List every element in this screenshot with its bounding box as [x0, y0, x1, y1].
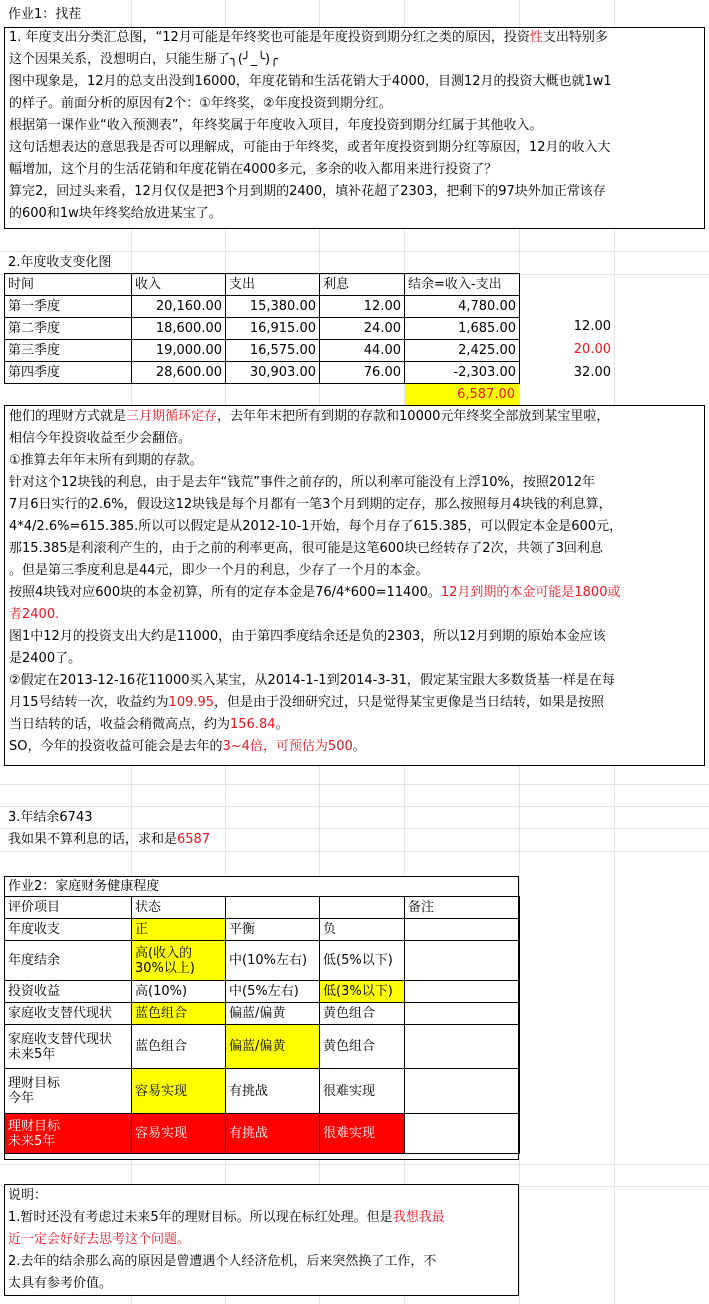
cell-interest: 12.00 — [320, 296, 405, 318]
table-row — [5, 941, 520, 981]
status-blue: 蓝色组合 — [132, 1025, 226, 1069]
section3-title: 3.年结余6743 — [8, 810, 93, 825]
status-high: 高(收入的 30%以上) — [132, 941, 226, 981]
cell-balance: 4,780.00 — [405, 296, 520, 318]
note-line: 太具有参考价值。 — [8, 1276, 113, 1291]
table-row — [5, 1114, 520, 1154]
status-hard: 很难实现 — [320, 1114, 405, 1154]
table-row — [5, 919, 520, 941]
status-positive: 正 — [132, 919, 226, 941]
status-high: 高(10%) — [132, 981, 226, 1003]
row-label: 家庭收支替代现状 — [5, 1003, 132, 1025]
cell-quarter: 第一季度 — [5, 296, 132, 318]
header-expense: 支出 — [226, 274, 320, 296]
cell-expense: 30,903.00 — [226, 362, 320, 384]
notes-title: 说明： — [8, 1188, 48, 1203]
analysis-line: 针对这个12块钱的利息，由于是去年“钱荒”事件之前存的，所以利率可能没有上浮10%，按照2012年 — [9, 475, 595, 490]
analysis-line: 按照4块钱对应600块的本金初算，所有的定存本金是76/4*600=11400。12月到期的本金可能是1800或 — [9, 585, 621, 600]
health-header-row — [5, 897, 520, 919]
table-row — [5, 340, 520, 362]
header-status-3 — [320, 897, 405, 919]
balance-total: 6,587.00 — [405, 384, 519, 406]
table-row — [5, 1003, 520, 1025]
notes-box — [4, 1184, 519, 1296]
cell-expense: 16,575.00 — [226, 340, 320, 362]
hw1-title: 作业1：找茬 — [8, 7, 82, 22]
status-mixed: 偏蓝/偏黄 — [226, 1003, 320, 1025]
note-line: 近一定会好好去思考这个问题。 — [8, 1232, 191, 1247]
cell-interest: 44.00 — [320, 340, 405, 362]
box1-line-7: 幅增加，这个月的生活花销和年度花销在4000多元，多余的收入都用来进行投资了？ — [9, 162, 498, 177]
cell-expense: 15,380.00 — [226, 296, 320, 318]
section3-sum-line: 我如果不算利息的话，求和是6587 — [8, 832, 211, 847]
box1-line-6: 这句话想表达的意思我是否可以理解成，可能由于年终奖，或者年度投资到期分红等原因，12月的收入大 — [9, 140, 611, 155]
analysis-line: SO，今年的投资收益可能会是去年的3~4倍，可预估为500。 — [9, 739, 366, 754]
analysis-line: 那15.385是利滚利产生的，由于之前的利率更高，很可能是这笔600块已经转存了2次，共领了3回利息 — [9, 541, 603, 556]
table-row — [5, 318, 520, 340]
row-note — [405, 981, 520, 1003]
note-line: 2.去年的结余那么高的原因是曾遭遇个人经济危机，后来突然换了工作，不 — [8, 1254, 437, 1269]
box1-line-2: 这个因果关系，没想明白，只能生掰了╮(╯_╰)╭ — [9, 52, 278, 67]
cell-balance: 2,425.00 — [405, 340, 520, 362]
header-item: 评价项目 — [5, 897, 132, 919]
side-value-q2: 12.00 — [573, 319, 611, 334]
status-challenging: 有挑战 — [226, 1069, 320, 1114]
row-note — [405, 1025, 520, 1069]
box1-line-3: 图中现象是，12月的总支出没到16000，年度花销和生活花销大于4000，目测12月的投资大概也就1w1 — [9, 74, 612, 89]
analysis-line: ②假定在2013-12-16花11000买入某宝，从2014-1-1到2014-3-31，假定某宝跟大多数货基一样是在每 — [9, 673, 615, 688]
box1-line-8: 算完2，回过头来看，12月仅仅是把3个月到期的2400，填补花超了2303，把剩下的97块外加正常该存 — [9, 184, 606, 199]
row-note — [405, 1114, 520, 1154]
analysis-line: 图1中12月的投资支出大约是11000，由于第四季度结余还是负的2303，所以12月到期的原始本金应该 — [9, 629, 606, 644]
row-label: 投资收益 — [5, 981, 132, 1003]
table-header-row — [5, 274, 520, 296]
analysis-line: 。但是第三季度利息是44元，即少一个月的利息，少存了一个月的本金。 — [9, 563, 429, 578]
header-status: 状态 — [132, 897, 226, 919]
analysis-line: 他们的理财方式就是三月期循环定存，去年年末把所有到期的存款和10000元年终奖全部放到某宝里啦， — [9, 409, 610, 424]
analysis-line: 相信今年投资收益至少会翻倍。 — [9, 431, 192, 446]
box1-line-4: 的样子。前面分析的原因有2个：①年终奖，②年度投资到期分红。 — [9, 96, 392, 111]
hw2-title: 作业2：家庭财务健康程度 — [8, 879, 160, 894]
header-interest: 利息 — [320, 274, 405, 296]
health-table — [4, 896, 520, 1154]
row-note — [405, 1069, 520, 1114]
cell-interest: 24.00 — [320, 318, 405, 340]
income-expense-table — [4, 273, 520, 384]
status-easy: 容易实现 — [132, 1114, 226, 1154]
row-label: 年度收支 — [5, 919, 132, 941]
row-note — [405, 941, 520, 981]
status-low: 低(5%以下) — [320, 941, 405, 981]
header-income: 收入 — [132, 274, 226, 296]
analysis-line: ①推算去年年末所有到期的存款。 — [9, 453, 203, 468]
table-row — [5, 1025, 520, 1069]
box1-line-1: 1. 年度支出分类汇总图，“12月可能是年终奖也可能是年度投资到期分红之类的原因，投资性支出特别多 — [9, 30, 608, 45]
status-medium: 中(10%左右) — [226, 941, 320, 981]
row-label: 家庭收支替代现状 未来5年 — [5, 1025, 132, 1069]
status-mixed: 偏蓝/偏黄 — [226, 1025, 320, 1069]
analysis-line: 7月6日实行的2.6%，假设这12块钱是每个月都有一笔3个月到期的定存，那么按照每月4块钱的利息算， — [9, 497, 612, 512]
status-blue: 蓝色组合 — [132, 1003, 226, 1025]
analysis-line: 是2400了。 — [9, 651, 82, 666]
table-row — [5, 981, 520, 1003]
analysis-box — [4, 405, 705, 766]
header-balance: 结余=收入-支出 — [405, 274, 520, 296]
header-time: 时间 — [5, 274, 132, 296]
cell-income: 20,160.00 — [132, 296, 226, 318]
header-status-2 — [226, 897, 320, 919]
header-notes: 备注 — [405, 897, 520, 919]
box1-line-5: 根据第一课作业“收入预测表”，年终奖属于年度收入项目，年度投资到期分红属于其他收入。 — [9, 118, 543, 133]
table-row — [5, 296, 520, 318]
status-hard: 很难实现 — [320, 1069, 405, 1114]
status-negative: 负 — [320, 919, 405, 941]
analysis-line: 当日结转的话，收益会稍微高点，约为156.84。 — [9, 717, 289, 732]
status-easy: 容易实现 — [132, 1069, 226, 1114]
hw1-analysis-box — [4, 27, 705, 229]
side-value-q4: 32.00 — [573, 365, 611, 380]
status-low: 低(3%以下) — [320, 981, 405, 1003]
cell-income: 19,000.00 — [132, 340, 226, 362]
row-label: 年度结余 — [5, 941, 132, 981]
analysis-line: 月15号结转一次，收益约为109.95，但是由于没细研究过，只是觉得某宝更像是当日结转，如果是按照 — [9, 695, 605, 710]
status-challenging: 有挑战 — [226, 1114, 320, 1154]
box1-line-9: 的600和1w块年终奖给放进某宝了。 — [9, 206, 222, 221]
status-medium: 中(5%左右) — [226, 981, 320, 1003]
cell-interest: 76.00 — [320, 362, 405, 384]
row-note — [405, 1003, 520, 1025]
cell-income: 18,600.00 — [132, 318, 226, 340]
row-label: 理财目标 未来5年 — [5, 1114, 132, 1154]
cell-balance: 1,685.00 — [405, 318, 520, 340]
cell-income: 28,600.00 — [132, 362, 226, 384]
cell-expense: 16,915.00 — [226, 318, 320, 340]
status-balanced: 平衡 — [226, 919, 320, 941]
cell-quarter: 第三季度 — [5, 340, 132, 362]
cell-quarter: 第四季度 — [5, 362, 132, 384]
section2-title: 2.年度收支变化图 — [8, 255, 112, 270]
analysis-line: 4*4/2.6%=615.385.所以可以假定是从2012-10-1开始，每个月存了615.385，可以假定本金是600元， — [9, 519, 623, 534]
note-line: 1.暂时还没有考虑过未来5年的理财目标。所以现在标红处理。但是我想我最 — [8, 1210, 445, 1225]
cell-quarter: 第二季度 — [5, 318, 132, 340]
status-yellow: 黄色组合 — [320, 1025, 405, 1069]
analysis-line: 者2400. — [9, 607, 60, 622]
table-row — [5, 362, 520, 384]
row-note — [405, 919, 520, 941]
side-value-q3: 20.00 — [573, 342, 611, 357]
row-label: 理财目标 今年 — [5, 1069, 132, 1114]
table-row — [5, 1069, 520, 1114]
status-yellow: 黄色组合 — [320, 1003, 405, 1025]
cell-balance: -2,303.00 — [405, 362, 520, 384]
hw2-box — [4, 876, 519, 1160]
